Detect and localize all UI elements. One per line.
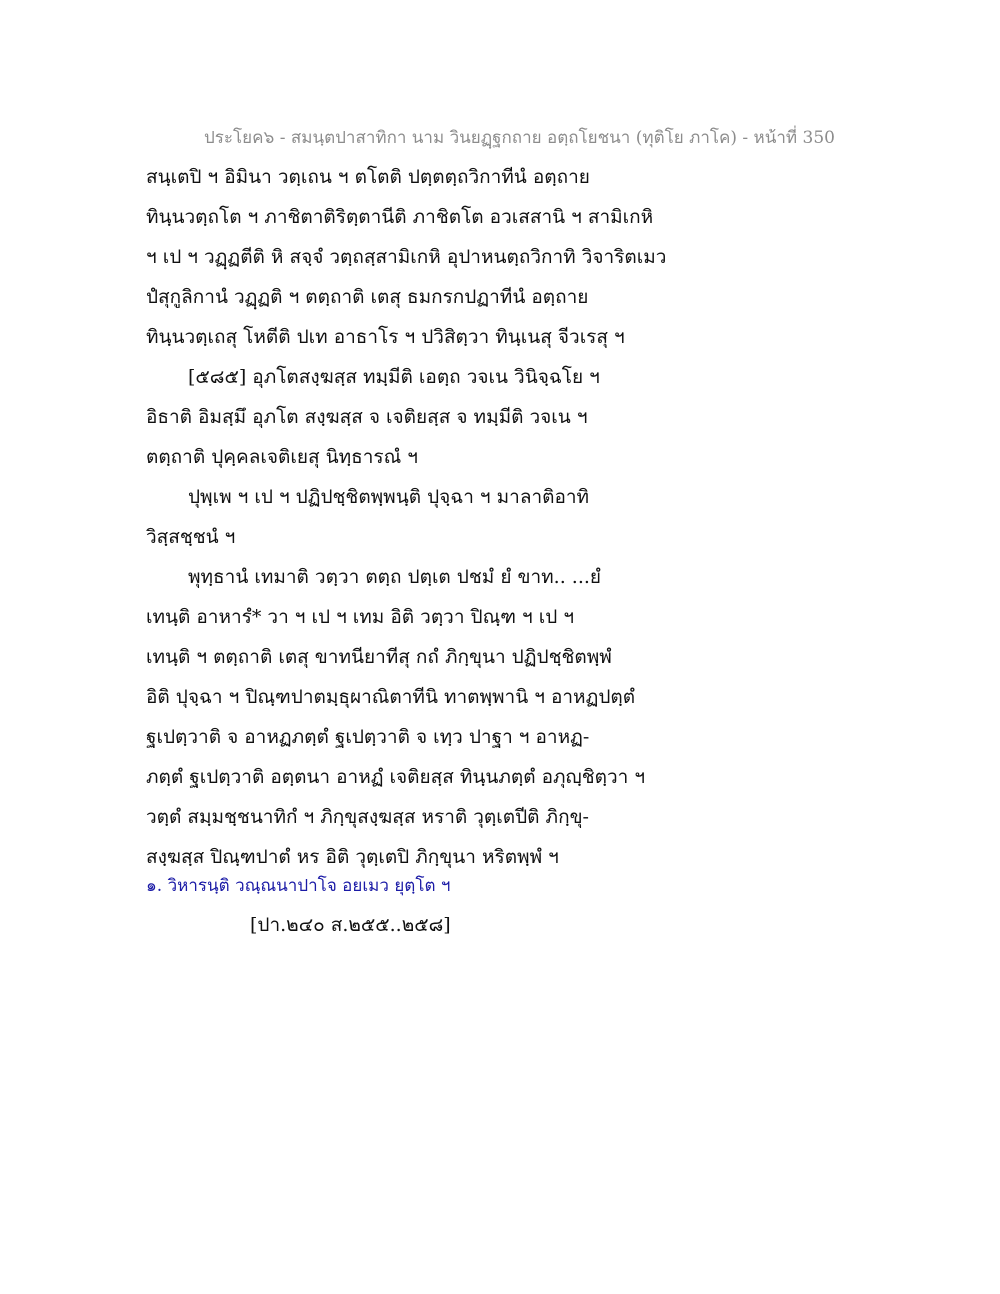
text-line: ฐเปตฺวาติ จ อาหฏภตฺตํ ฐเปตฺวาติ จ เทฺว ปาฐา ฯ อาหฏ- [146,726,590,748]
text-line: อิติ ปุจฺฉา ฯ ปิณฺฑปาตมฺธุผาณิตาทีนิ ทาตพฺพานิ ฯ อาหฏปตฺตํ [146,686,636,708]
text-line: วิสฺสชฺชนํ ฯ [146,526,236,548]
text-line: อิธาติ อิมสฺมึ อุภโต สงฺฆสฺส จ เจติยสฺส จ ทมฺมีติ วจเน ฯ [146,406,588,428]
text-line: ทินฺนวตฺเถสุ โหตีติ ปเท อาธาโร ฯ ปวิสิตฺวา ทินฺเนสุ จีวเรสุ ฯ [146,326,625,348]
text-line: เทนฺติ อาหารํ* วา ฯ เป ฯ เทม อิติ วตฺวา ปิณฺฑ ฯ เป ฯ [146,606,575,628]
text-line: ทินฺนวตฺถโต ฯ ภาชิตาติริตฺตานีติ ภาชิตโต อวเสสานิ ฯ สามิเกหิ [146,206,654,228]
text-line: ตตฺถาติ ปุคฺคลเจติเยสุ นิทฺธารณํ ฯ [146,446,418,468]
footnote: ๑. วิหารนฺติ วณฺณนาปาโจ อยเมว ยุตฺโต ฯ [146,876,451,896]
text-line: ฯ เป ฯ วฏฺฏตีติ หิ สจฺจํ วตฺถสฺสามิเกหิ อุปาหนตฺถวิกาทิ วิจาริตเมว [146,246,667,268]
body-text [146,157,906,877]
page-header: ประโยค๖ - สมนฺตปาสาทิกา นาม วินยฏฺฐกถาย อตฺถโยชนา (ทุติโย ภาโค) - หน้าที่ 350 [204,128,835,148]
paragraph-start-line: [๕๘๕] อุภโตสงฺฆสฺส ทมฺมีติ เอตฺถ วจเน วินิจฺฉโย ฯ [188,366,600,388]
text-line: ภตฺตํ ฐเปตฺวาติ อตฺตนา อาหฏํ เจติยสฺส ทินฺนภตฺตํ อภุญฺชิตฺวา ฯ [146,766,646,788]
text-line: เทนฺติ ฯ ตตฺถาติ เตสุ ขาทนียาทีสุ กถํ ภิกฺขุนา ปฏิปชฺชิตพฺพํ [146,646,612,668]
text-line: วตฺตํ สมฺมชฺชนาทิกํ ฯ ภิกฺขุสงฺฆสฺส หราติ วุตฺเตปีติ ภิกฺขุ- [146,806,589,828]
page-reference: [ปา.๒๔๐ ส.๒๕๕..๒๕๘] [250,914,451,936]
paragraph-start-line: ปุพฺเพ ฯ เป ฯ ปฏิปชฺชิตพฺพนฺติ ปุจฺฉา ฯ มาลาติอาทิ [188,486,590,508]
text-line: สงฺฆสฺส ปิณฺฑปาตํ หร อิติ วุตฺเตปิ ภิกฺขุนา หริตพฺพํ ฯ [146,846,559,868]
text-line: สนฺเตปิ ฯ อิมินา วตฺเถน ฯ ตโตติ ปตฺตตฺถวิกาทีนํ อตฺถาย [146,166,590,188]
text-line: ปํสุกูลิกานํ วฏฺฏติ ฯ ตตฺถาติ เตสุ ธมกรกปฏาทีนํ อตฺถาย [146,286,589,308]
paragraph-start-line: พุทฺธานํ เทมาติ วตฺวา ตตฺถ ปตฺเต ปชมํ ยํ ขาท.. ...ยํ [188,566,602,588]
